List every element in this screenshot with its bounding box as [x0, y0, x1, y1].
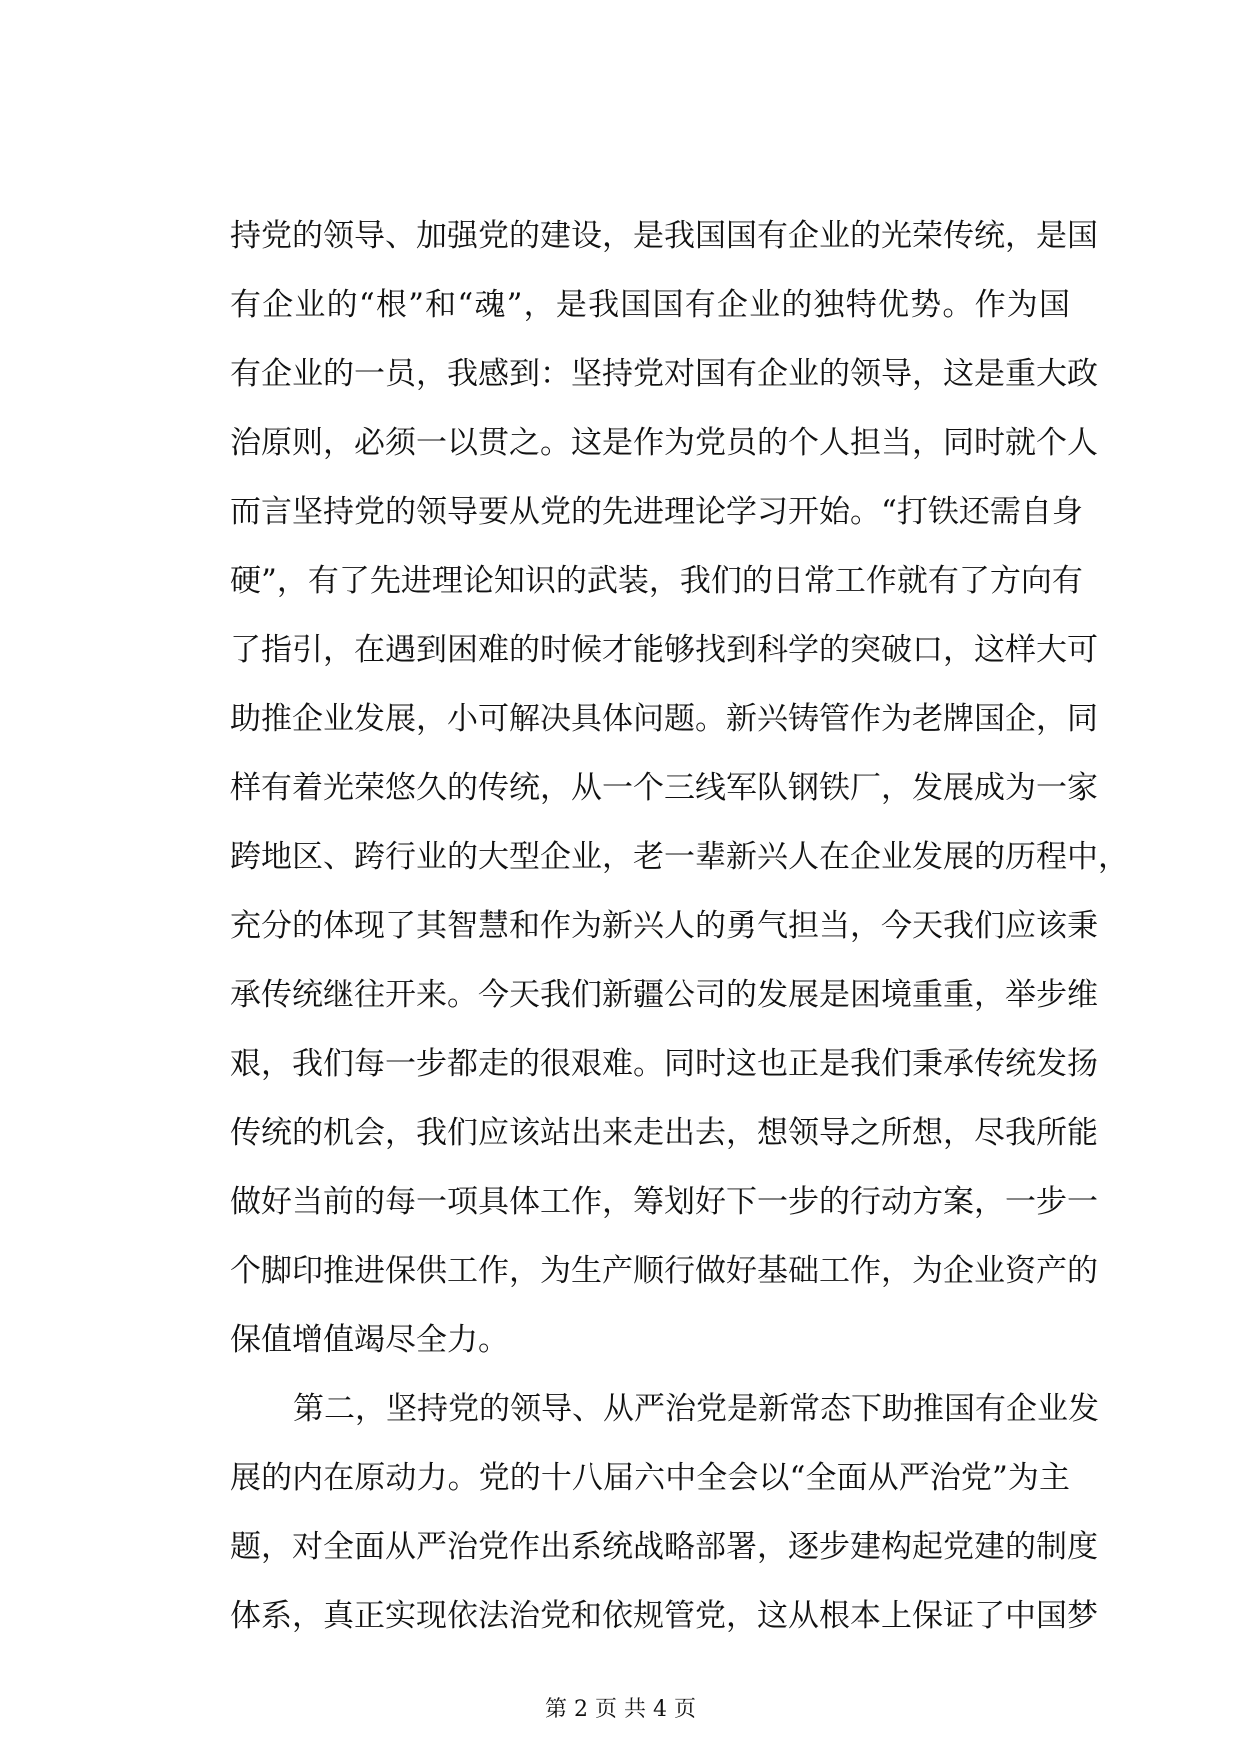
body-line-5: 而言坚持党的领导要从党的先进理论学习开始。“打铁还需自身: [230, 494, 1083, 530]
body-line-13: 艰，我们每一步都走的很艰难。同时这也正是我们秉承传统发扬: [230, 1046, 1098, 1082]
body-line-4: 治原则，必须一以贯之。这是作为党员的个人担当，同时就个人: [230, 425, 1098, 461]
body-line-6: 硬”，有了先进理论知识的武装，我们的日常工作就有了方向有: [230, 563, 1083, 599]
body-line-16: 个脚印推进保供工作，为生产顺行做好基础工作，为企业资产的: [230, 1253, 1098, 1289]
body-line-12: 承传统继往开来。今天我们新疆公司的发展是困境重重，举步维: [230, 977, 1098, 1013]
page-footer: 第 2 页 共 4 页: [545, 1697, 696, 1722]
body-line-3: 有企业的一员，我感到：坚持党对国有企业的领导，这是重大政: [230, 356, 1098, 392]
body-line-17: 保值增值竭尽全力。: [230, 1322, 509, 1358]
body-line-19: 展的内在原动力。党的十八届六中全会以“全面从严治党”为主: [230, 1460, 1070, 1496]
body-line-11: 充分的体现了其智慧和作为新兴人的勇气担当，今天我们应该秉: [230, 908, 1098, 944]
body-line-15: 做好当前的每一项具体工作，筹划好下一步的行动方案，一步一: [230, 1184, 1098, 1220]
body-line-21: 体系，真正实现依法治党和依规管党，这从根本上保证了中国梦: [230, 1598, 1098, 1634]
body-line-18: 第二，坚持党的领导、从严治党是新常态下助推国有企业发: [293, 1391, 1099, 1427]
body-line-1: 持党的领导、加强党的建设，是我国国有企业的光荣传统，是国: [230, 218, 1098, 254]
body-line-7: 了指引，在遇到困难的时候才能够找到科学的突破口，这样大可: [230, 632, 1098, 668]
body-line-9: 样有着光荣悠久的传统，从一个三线军队钢铁厂，发展成为一家: [230, 770, 1098, 806]
body-line-8: 助推企业发展，小可解决具体问题。新兴铸管作为老牌国企，同: [230, 701, 1098, 737]
body-line-14: 传统的机会，我们应该站出来走出去，想领导之所想，尽我所能: [230, 1115, 1098, 1151]
body-line-20: 题，对全面从严治党作出系统战略部署，逐步建构起党建的制度: [230, 1529, 1098, 1565]
body-line-2: 有企业的“根”和“魂”，是我国国有企业的独特优势。作为国: [230, 287, 1070, 323]
body-line-10: 跨地区、跨行业的大型企业，老一辈新兴人在企业发展的历程中，: [230, 839, 1129, 875]
